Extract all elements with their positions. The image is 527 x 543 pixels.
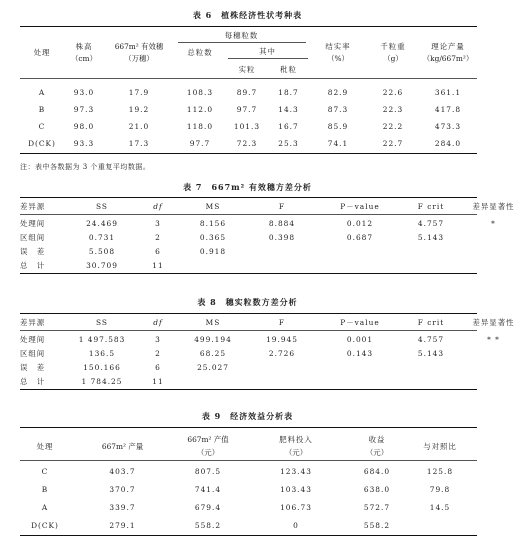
- t9-h-treat: 处理: [36, 442, 54, 451]
- table8-row-cell: 处理间: [20, 334, 46, 344]
- table9-body: [20, 462, 477, 534]
- table8-row: [20, 374, 527, 388]
- t9-h-fert-unit: （元）: [284, 448, 308, 457]
- table7-row: [20, 244, 527, 258]
- table7-row-cell: 30.709: [86, 260, 118, 270]
- table8-row-cell: 150.166: [83, 362, 121, 372]
- table9-row-cell: 572.7: [363, 502, 391, 512]
- table6-note: 注：表中各数据为 3 个重复平均数据。: [20, 163, 151, 171]
- column-header: MS: [205, 317, 221, 327]
- table7-row-cell: [246, 258, 318, 272]
- column-header: F: [278, 317, 286, 327]
- table9-row-cell: C: [41, 466, 49, 476]
- table6-row: [20, 118, 477, 135]
- table9-row-cell: 106.73: [280, 502, 312, 512]
- t9-h-yield: 667m² 产量: [101, 442, 144, 451]
- table6-row-cell: 93.0: [73, 88, 95, 97]
- table9-row-cell: 558.2: [363, 520, 391, 530]
- table7-row-cell: 4.757: [417, 218, 445, 228]
- t6-h-tgw: 千粒重: [380, 42, 406, 51]
- column-header: 差异显著性: [472, 317, 515, 327]
- table6-row-cell: 21.0: [128, 122, 150, 131]
- table9-row-cell: 79.8: [429, 484, 451, 494]
- table9-row-cell: 403.7: [109, 466, 136, 476]
- table6-row-cell: 97.7: [236, 105, 258, 114]
- table6-row-cell: 118.0: [186, 122, 214, 131]
- table7-row-cell: [402, 244, 460, 258]
- t6-h-grains-rule: [178, 42, 306, 43]
- table8-row-cell: 2: [155, 348, 161, 358]
- column-header: 差异源: [20, 201, 46, 211]
- table8-row-cell: 总 计: [20, 376, 46, 386]
- column-header: F crit: [417, 201, 445, 211]
- table8-row-cell: [246, 374, 318, 388]
- table7-bottom-rule: [20, 273, 477, 274]
- table7-header: [20, 200, 527, 212]
- t6-h-height-unit: （cm）: [71, 54, 97, 63]
- table6-row-cell: 14.3: [278, 105, 299, 114]
- table6-row-cell: 108.3: [186, 88, 214, 97]
- t9-h-cmp: 与对照比: [423, 442, 457, 451]
- table6-row-cell: 112.0: [186, 105, 214, 114]
- table7-row-cell: 处理间: [20, 218, 46, 228]
- table7-row-cell: 总 计: [20, 260, 46, 270]
- t6-h-eff: 667m² 有效穗: [114, 42, 164, 51]
- t9-h-value-unit: （元）: [196, 448, 220, 457]
- table8-row-cell: [402, 374, 460, 388]
- table6-row-cell: 22.3: [382, 105, 404, 114]
- table8-top-rule: [20, 313, 477, 314]
- t6-h-set: 结实率: [325, 42, 351, 51]
- table8-bottom-rule: [20, 389, 477, 390]
- table7-row-cell: [460, 258, 527, 272]
- t9-h-fert: 肥料投入: [279, 435, 313, 444]
- table6-row-cell: 97.3: [73, 105, 95, 114]
- table9-row-cell: 123.43: [280, 466, 312, 476]
- table6-row-cell: 417.8: [434, 105, 462, 114]
- table7-row-cell: 区组间: [20, 232, 46, 242]
- table8-row-cell: 误 差: [20, 362, 46, 372]
- t6-h-height: 株高: [75, 42, 93, 51]
- table6-row: [20, 84, 477, 101]
- table9-row: [20, 498, 477, 516]
- table9-row-cell: 807.5: [194, 466, 222, 476]
- table9-header-rule: [20, 460, 477, 461]
- table7-row-cell: *: [491, 218, 496, 228]
- table8-row: [20, 346, 527, 360]
- table7-row-cell: 误 差: [20, 246, 46, 256]
- table7-row-cell: 2: [155, 232, 161, 242]
- table6-body: [20, 84, 477, 152]
- column-header: 差异源: [20, 317, 46, 327]
- t6-h-total: 总粒数: [187, 48, 213, 57]
- table6-row-cell: 98.0: [73, 122, 95, 131]
- table9-row-cell: 103.43: [280, 484, 312, 494]
- table6-row-cell: 101.3: [233, 122, 261, 131]
- column-header: F: [278, 201, 286, 211]
- table7-row-cell: [246, 244, 318, 258]
- table9-row: [20, 516, 477, 534]
- table6-row-cell: 97.7: [189, 139, 211, 148]
- table6-row-cell: 22.6: [382, 88, 404, 97]
- t9-h-income: 收益: [368, 435, 386, 444]
- t6-h-eff-unit: （万穗）: [124, 54, 154, 63]
- table7-row-cell: 24.469: [86, 218, 118, 228]
- table6-row-cell: C: [38, 122, 46, 131]
- table7-row-cell: 0.918: [199, 246, 227, 256]
- table8-header-rule: [20, 330, 477, 331]
- column-header: SS: [96, 317, 108, 327]
- table7-row-cell: [180, 258, 246, 272]
- table9-row-cell: 339.7: [109, 502, 136, 512]
- t6-h-yield: 理论产量: [431, 42, 465, 51]
- table8-row-cell: [246, 360, 318, 374]
- column-header: P－value: [340, 201, 380, 211]
- table9-row-cell: 279.1: [109, 520, 136, 530]
- table6-header-rule: [20, 78, 477, 79]
- table6-row-cell: 18.7: [278, 88, 299, 97]
- table7-row-cell: 8.884: [268, 218, 296, 228]
- table8-row-cell: 19.945: [266, 334, 298, 344]
- table7-row: [20, 258, 527, 272]
- table8-row-cell: 25.027: [197, 362, 229, 372]
- t9-h-value: 667m² 产值: [187, 435, 229, 444]
- t6-h-treat: 处理: [33, 48, 51, 57]
- table8-row: [20, 360, 527, 374]
- table8-row-cell: 136.5: [88, 348, 116, 358]
- table8-row-cell: [460, 360, 527, 374]
- table9-top-rule: [20, 427, 477, 428]
- table8-row-cell: 68.25: [199, 348, 227, 358]
- t6-h-tgw-unit: （g）: [383, 54, 403, 63]
- table6-row-cell: 74.1: [327, 139, 349, 148]
- table6-row-cell: 25.3: [278, 139, 299, 148]
- table9-row-cell: D(CK): [31, 520, 59, 530]
- table8-row-cell: 11: [152, 376, 164, 386]
- table8-row-cell: 2.726: [268, 348, 296, 358]
- table7-row-cell: 8.156: [199, 218, 227, 228]
- table7-body: [20, 216, 527, 272]
- table7-row-cell: [318, 244, 402, 258]
- table8-row-cell: [460, 374, 527, 388]
- table6-row: [20, 135, 477, 152]
- table8-title: 表 8 穗实粒数方差分析: [197, 297, 298, 307]
- table6-row-cell: B: [38, 105, 46, 114]
- table6-row-cell: 89.7: [236, 88, 258, 97]
- table7-row-cell: 11: [152, 260, 164, 270]
- table6-row-cell: 17.9: [128, 88, 150, 97]
- table9-row-cell: 370.7: [109, 484, 136, 494]
- t6-h-among-rule: [228, 58, 308, 59]
- table6-row-cell: 22.2: [382, 122, 404, 131]
- table8-row-cell: * *: [487, 334, 500, 344]
- table9-row-cell: B: [41, 484, 49, 494]
- table7-row-cell: [402, 258, 460, 272]
- table6-row-cell: 22.7: [382, 139, 404, 148]
- table7-row-cell: 0.398: [268, 232, 296, 242]
- table6-row-cell: 87.3: [327, 105, 349, 114]
- table7-row-cell: 3: [155, 218, 161, 228]
- table6-row-cell: 473.3: [434, 122, 462, 131]
- table9-title: 表 9 经济效益分析表: [201, 411, 294, 421]
- table8-header: [20, 316, 527, 328]
- table8-row-cell: [318, 360, 402, 374]
- column-header: df: [153, 317, 163, 327]
- table7-title: 表 7 667m² 有效穗方差分析: [183, 182, 312, 192]
- table9-row-cell: 741.4: [194, 484, 222, 494]
- table7-top-rule: [20, 197, 477, 198]
- table9-row-cell: 0: [293, 520, 299, 530]
- table7-row-cell: 6: [155, 246, 161, 256]
- table8-row-cell: 4.757: [417, 334, 445, 344]
- column-header: SS: [96, 201, 108, 211]
- column-header: 差异显著性: [472, 201, 515, 211]
- table8-row-cell: 1 784.25: [81, 376, 123, 386]
- table9-row-cell: 125.8: [426, 466, 454, 476]
- table8-row-cell: 0.001: [346, 334, 374, 344]
- table6-row-cell: 284.0: [434, 139, 462, 148]
- table7-row-cell: [460, 244, 527, 258]
- t6-h-set-unit: （%）: [327, 54, 349, 63]
- column-header: F crit: [417, 317, 445, 327]
- table6-title: 表 6 植株经济性状考种表: [192, 10, 303, 20]
- column-header: MS: [205, 201, 221, 211]
- table6-top-rule: [20, 26, 477, 27]
- table7-row-cell: 0.687: [346, 232, 374, 242]
- table8-row-cell: 3: [155, 334, 161, 344]
- table7-row-cell: [460, 230, 527, 244]
- table6-bottom-rule: [20, 153, 477, 154]
- table8-row-cell: 5.143: [417, 348, 445, 358]
- table9-row: [20, 462, 477, 480]
- table6-row-cell: 16.7: [278, 122, 299, 131]
- table8-row-cell: 区组间: [20, 348, 46, 358]
- table6-row-cell: 93.3: [73, 139, 95, 148]
- table9-row: [20, 480, 477, 498]
- table7-row-cell: 5.143: [417, 232, 445, 242]
- table6-row-cell: 361.1: [434, 88, 462, 97]
- table8-row-cell: [402, 360, 460, 374]
- table7-row-cell: 0.731: [88, 232, 116, 242]
- table7-row: [20, 230, 527, 244]
- t6-h-full: 实粒: [238, 65, 256, 74]
- table6-row-cell: A: [38, 88, 46, 97]
- t6-h-among: 其中: [259, 47, 276, 56]
- table7-header-rule: [20, 214, 477, 215]
- column-header: df: [153, 201, 163, 211]
- table6-row-cell: 19.2: [128, 105, 150, 114]
- table8-row-cell: 6: [155, 362, 161, 372]
- t9-h-income-unit: （元）: [365, 448, 389, 457]
- table8-row-cell: [318, 374, 402, 388]
- table8-body: [20, 332, 527, 388]
- column-header: P－value: [340, 317, 380, 327]
- table8-row-cell: [460, 346, 527, 360]
- table9-row-cell: 679.4: [194, 502, 222, 512]
- table8-row-cell: 499.194: [194, 334, 232, 344]
- table7-row-cell: 0.365: [199, 232, 227, 242]
- table6-row-cell: 72.3: [236, 139, 258, 148]
- table6-row-cell: 85.9: [327, 122, 349, 131]
- table6-row-cell: 17.3: [128, 139, 150, 148]
- table8-row: [20, 332, 527, 346]
- table6-row-cell: 82.9: [327, 88, 349, 97]
- table7-row-cell: 5.508: [88, 246, 116, 256]
- table8-row-cell: 1 497.583: [78, 334, 126, 344]
- t6-h-grains: 每穗粒数: [224, 31, 259, 40]
- table7-row-cell: 0.012: [346, 218, 374, 228]
- table9-row-cell: 558.2: [194, 520, 222, 530]
- table7-row: [20, 216, 527, 230]
- table9-row-cell: [403, 516, 477, 534]
- table8-row-cell: [180, 374, 246, 388]
- table6-row-cell: D(CK): [28, 139, 56, 148]
- table9-row-cell: A: [41, 502, 49, 512]
- table9-row-cell: 14.5: [429, 502, 451, 512]
- t6-h-yield-unit: （kg/667m²）: [422, 54, 474, 63]
- table9-row-cell: 638.0: [363, 484, 391, 494]
- t6-h-empty: 秕粒: [280, 65, 297, 74]
- table6-row: [20, 101, 477, 118]
- table9-bottom-rule: [20, 535, 477, 536]
- table8-row-cell: 0.143: [346, 348, 374, 358]
- table9-row-cell: 684.0: [363, 466, 391, 476]
- table7-row-cell: [318, 258, 402, 272]
